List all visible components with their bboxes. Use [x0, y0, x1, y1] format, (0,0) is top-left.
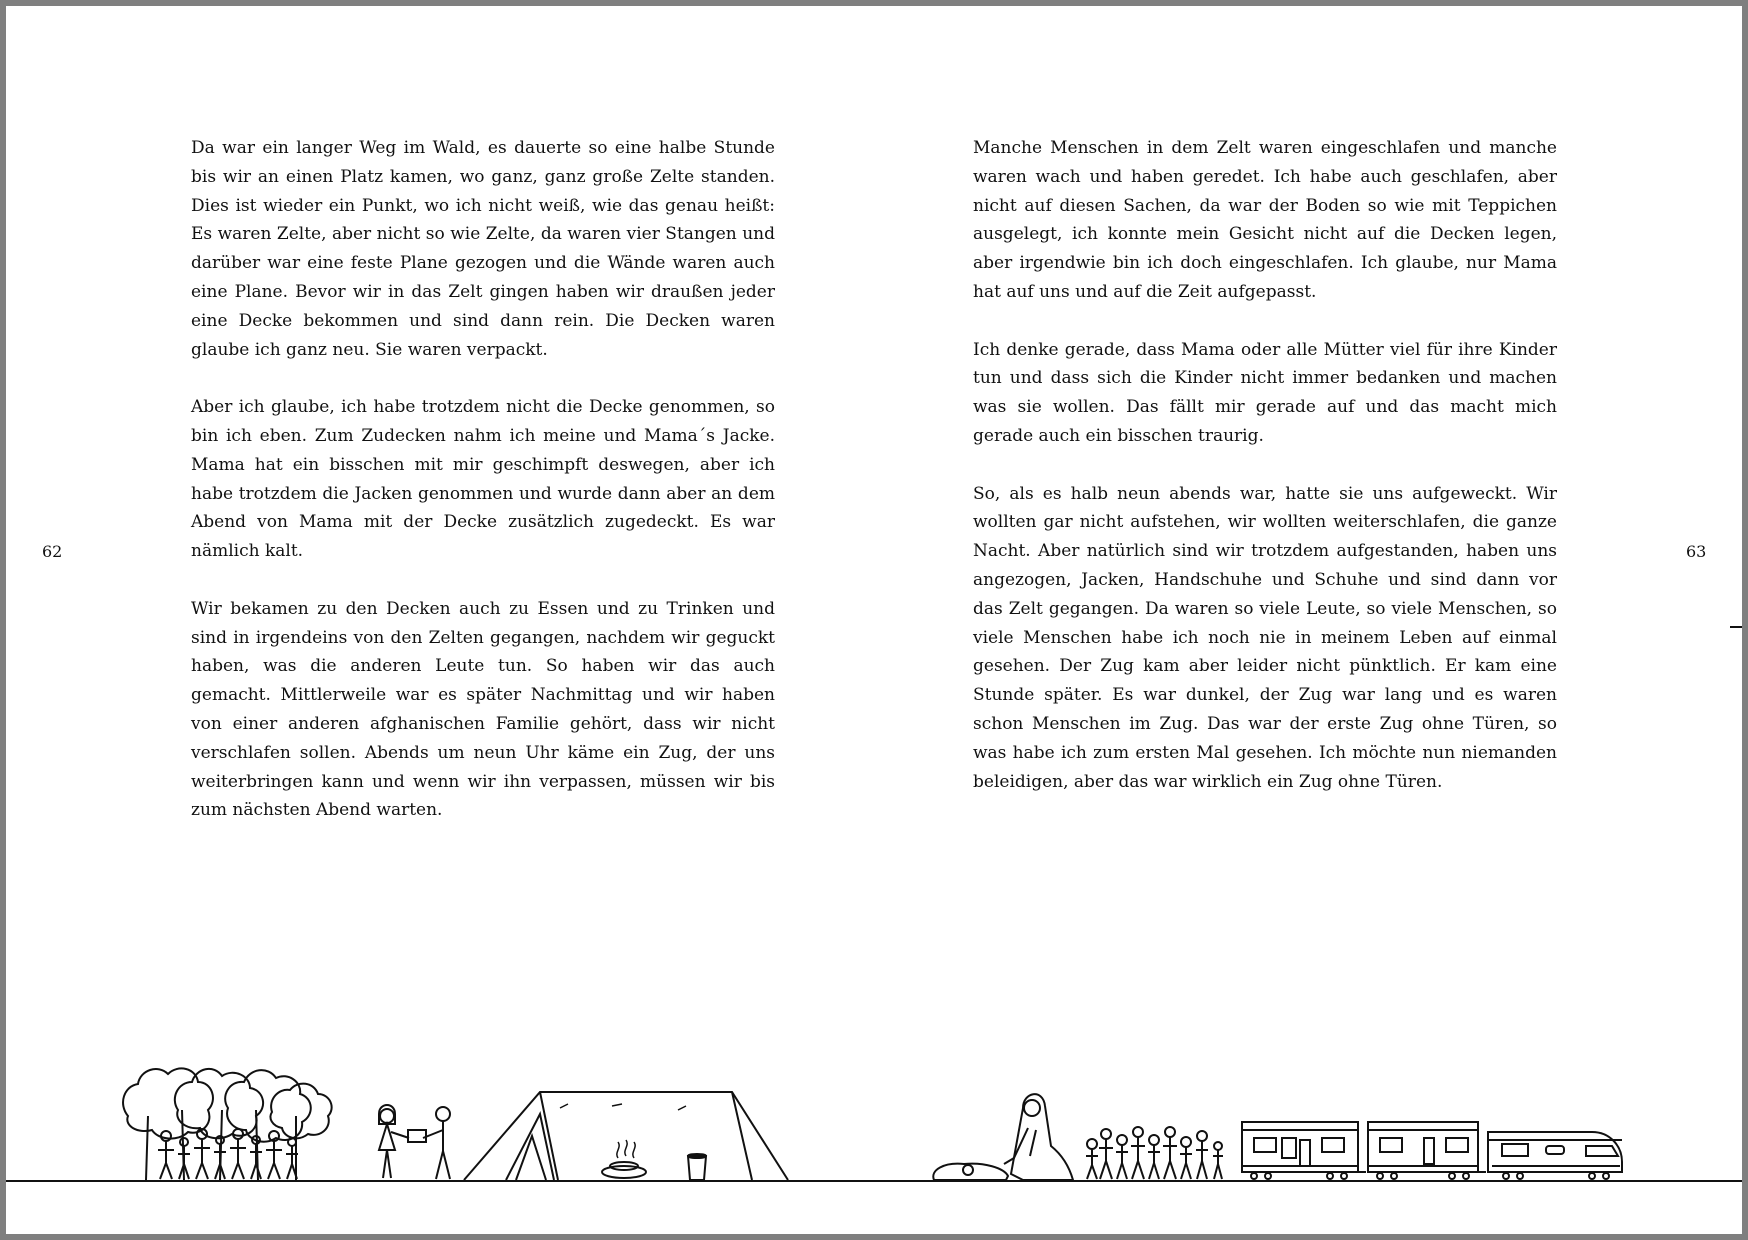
- train-icon: [1242, 1122, 1622, 1179]
- right-paragraph-2: Ich denke gerade, dass Mama oder alle Mütter viel für ihre Kinder tun und dass sich die Kinder nicht immer bedanken und machen was sie wollen. Das fällt mir gerade auf und das macht mich gerade auch ein bisschen traurig.: [973, 339, 1557, 446]
- page-number-right: 63: [1686, 542, 1707, 561]
- page-number-left: 62: [42, 542, 63, 561]
- left-paragraph-2: Aber ich glaube, ich habe trotzdem nicht die Decke genommen, so bin ich eben. Zum Zudecken nahm ich meine und Mama´s Jacke. Mama hat ein bisschen mit mir geschimpft deswegen, aber ich habe trotzdem die Jacken genommen und wurde dann aber an dem Abend von Mama mit der Decke zusätzlich zugedeckt. Es war nämlich kalt.: [191, 397, 775, 562]
- mother-sleeping-child-icon: [933, 1094, 1073, 1180]
- left-paragraph-3: Wir bekamen zu den Decken auch zu Essen und zu Trinken und sind in irgendeins von den Zelten gegangen, nachdem wir geguckt haben, was die anderen Leute tun. So haben wir das auch gemacht. Mittlerweile war es später Nachmittag und wir haben von einer anderen afghanischen Familie gehört, dass wir nicht verschlafen sollen. Abends um neun Uhr käme ein Zug, der uns weiterbringen kann und wenn wir ihn verpassen, müssen wir bis zum nächsten Abend warten.: [191, 598, 775, 821]
- food-plate-icon: [602, 1140, 646, 1178]
- left-paragraph-1: Da war ein langer Weg im Wald, es dauerte so eine halbe Stunde bis wir an einen Platz kamen, wo ganz, ganz große Zelte standen. Dies ist wieder ein Punkt, wo ich nicht weiß, wie das genau heißt: Es waren Zelte, aber nicht so wie Zelte, da waren vier Stangen und darüber war eine feste Plane gezogen und die Wände waren auch eine Plane. Bevor wir in das Zelt gingen haben wir draußen jeder eine Decke bekommen und sind dann rein. Die Decken waren glaube ich ganz neu. Sie waren verpackt.: [191, 138, 775, 360]
- bottom-illustration: [6, 6, 1742, 1234]
- forest-icon: [123, 1068, 332, 1180]
- ground-line: [6, 1180, 1742, 1182]
- handing-blanket-icon: [379, 1105, 450, 1179]
- right-paragraph-1: Manche Menschen in dem Zelt waren eingeschlafen und manche waren wach und haben geredet. Ich habe auch geschlafen, aber nicht auf diesen Sachen, da war der Boden so wie mit Teppichen ausgelegt, ich konnte mein Gesicht nicht auf die Decken legen, aber irgendwie bin ich doch eingeschlafen. Ich glaube, nur Mama hat auf uns und auf die Zeit aufgepasst.: [973, 138, 1557, 302]
- book-spread: [6, 6, 1742, 1234]
- waiting-crowd-icon: [1086, 1127, 1223, 1179]
- cup-icon: [688, 1154, 706, 1180]
- right-paragraph-3: So, als es halb neun abends war, hatte sie uns aufgeweckt. Wir wollten gar nicht aufstehen, wir wollten weiterschlafen, die ganze Nacht. Aber natürlich sind wir trotzdem aufgestanden, haben uns angezogen, Jacken, Handschuhe und Schuhe und sind dann vor das Zelt gegangen. Da waren so viele Leute, so viele Menschen, so viele Menschen habe ich noch nie in meinem Leben auf einmal gesehen. Der Zug kam aber leider nicht pünktlich. Er kam eine Stunde später. Es war dunkel, der Zug war lang und es waren schon Menschen im Zug. Das war der erste Zug ohne Türen, so was habe ich zum ersten Mal gesehen. Ich möchte nun niemanden beleidigen, aber das war wirklich ein Zug ohne Türen.: [973, 483, 1557, 792]
